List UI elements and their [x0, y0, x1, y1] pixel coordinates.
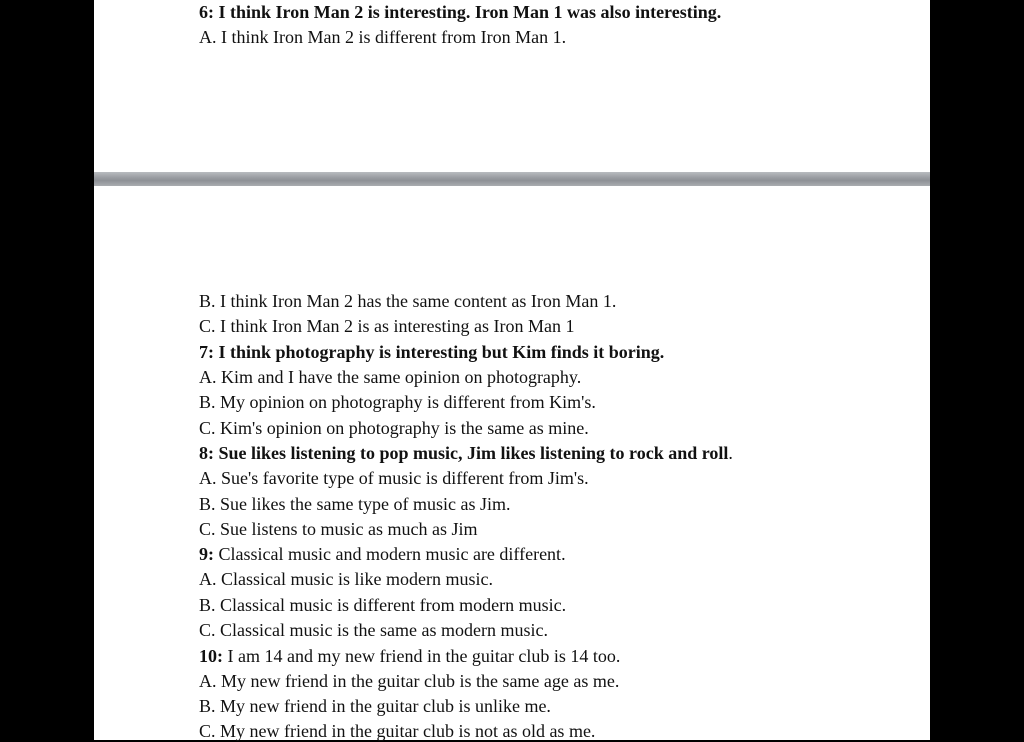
question-number: 10: — [199, 646, 223, 666]
question-stem-end: . — [728, 443, 733, 463]
question-stem: I think Iron Man 2 is interesting. Iron Man 1 was also interesting. — [218, 2, 722, 22]
option-9a: A. Classical music is like modern music. — [199, 569, 493, 589]
option-6c: C. I think Iron Man 2 is as interesting as Iron Man 1 — [199, 316, 575, 336]
option-8b: B. Sue likes the same type of music as Jim. — [199, 494, 511, 514]
document-page-bottom — [94, 186, 930, 740]
question-6 — [199, 1, 721, 23]
option-10a: A. My new friend in the guitar club is the same age as me. — [199, 671, 620, 691]
question-stem: Sue likes listening to pop music, Jim likes listening to rock and roll — [218, 443, 729, 463]
page-break — [94, 172, 930, 186]
option-7a: A. Kim and I have the same opinion on photography. — [199, 367, 582, 387]
question-7 — [199, 341, 664, 363]
option-6a: A. I think Iron Man 2 is different from Iron Man 1. — [199, 27, 567, 47]
option-9c: C. Classical music is the same as modern music. — [199, 620, 548, 640]
option-7b: B. My opinion on photography is different from Kim's. — [199, 392, 596, 412]
question-number: 6: — [199, 2, 214, 22]
option-8a: A. Sue's favorite type of music is different from Jim's. — [199, 468, 589, 488]
option-10b: B. My new friend in the guitar club is unlike me. — [199, 696, 551, 716]
question-number: 9: — [199, 544, 214, 564]
option-6b: B. I think Iron Man 2 has the same content as Iron Man 1. — [199, 291, 617, 311]
question-number: 8: — [199, 443, 214, 463]
option-9b: B. Classical music is different from modern music. — [199, 595, 567, 615]
question-stem: Classical music and modern music are different. — [218, 544, 566, 564]
question-8 — [199, 442, 733, 464]
question-stem: I think photography is interesting but Kim finds it boring. — [218, 342, 665, 362]
question-number: 7: — [199, 342, 214, 362]
question-10 — [199, 645, 620, 667]
question-stem: I am 14 and my new friend in the guitar club is 14 too. — [227, 646, 621, 666]
option-10c: C. My new friend in the guitar club is not as old as me. — [199, 721, 596, 741]
document-page-top — [94, 0, 930, 172]
option-7c: C. Kim's opinion on photography is the same as mine. — [199, 418, 589, 438]
question-9 — [199, 543, 566, 565]
option-8c: C. Sue listens to music as much as Jim — [199, 519, 478, 539]
